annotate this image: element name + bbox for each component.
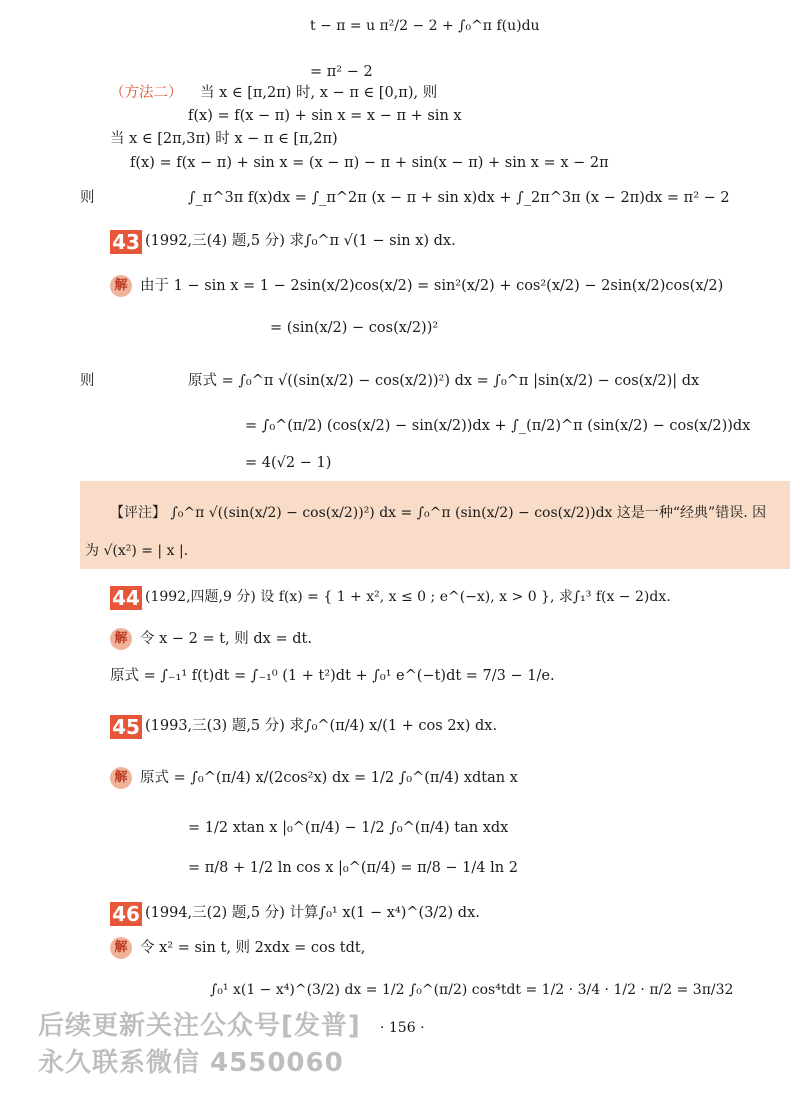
solution-45-line2: = 1/2 xtan x |₀^(π/4) − 1/2 ∫₀^(π/4) tan xdx [188,820,509,836]
solution-43-split: = ∫₀^(π/2) (cos(x/2) − sin(x/2))dx + ∫_(π/2)^π (sin(x/2) − cos(x/2))dx [245,418,751,434]
question-46-text: (1994,三(2) 题,5 分) 计算∫₀¹ x(1 − x⁴)^(3/2) dx. [145,905,480,921]
method-two-integral: ∫_π^3π f(x)dx = ∫_π^2π (x − π + sin x)dx + ∫_2π^3π (x − 2π)dx = π² − 2 [188,190,730,206]
question-45-text: (1993,三(3) 题,5 分) 求∫₀^(π/4) x/(1 + cos 2x) dx. [145,718,498,734]
solution-44-sub: 令 x − 2 = t, 则 dx = dt. [140,631,312,647]
question-44-text: (1992,四题,9 分) 设 f(x) = { 1 + x², x ≤ 0 ; e^(−x), x > 0 }, 求∫₁³ f(x − 2)dx. [145,589,671,605]
solution-45-line1: 原式 = ∫₀^(π/4) x/(2cos²x) dx = 1/2 ∫₀^(π/4) xdtan x [140,770,518,786]
question-number-46: 46 [110,902,142,926]
commentary-line1: 【评注】 ∫₀^π √((sin(x/2) − cos(x/2))²) dx = ∫₀^π (sin(x/2) − cos(x/2))dx 这是一种“经典”错误. 因 [110,505,767,521]
solution-45-line3: = π/8 + 1/2 ln cos x |₀^(π/4) = π/8 − 1/4 ln 2 [188,860,518,876]
method-two-eq2: f(x) = f(x − π) + sin x = (x − π) − π + sin(x − π) + sin x = x − 2π [130,155,609,171]
eq-result-line: = π² − 2 [310,64,373,80]
eq-substitution-line: t − π = u π²/2 − 2 + ∫₀^π f(u)du [310,18,540,34]
method-two-condition2: 当 x ∈ [2π,3π) 时 x − π ∈ [π,2π) [110,131,338,147]
question-43-text: (1992,三(4) 题,5 分) 求∫₀^π √(1 − sin x) dx. [145,233,456,249]
question-number-45: 45 [110,715,142,739]
watermark-line2: 永久联系微信 4550060 [38,1048,344,1078]
solution-43-line2: = (sin(x/2) − cos(x/2))² [270,320,439,336]
ze-label: 则 [80,190,95,206]
solution-46-result: ∫₀¹ x(1 − x⁴)^(3/2) dx = 1/2 ∫₀^(π/2) cos⁴tdt = 1/2 · 3/4 · 1/2 · π/2 = 3π/32 [210,982,734,998]
jie-icon: 解 [110,275,132,297]
solution-46-sub: 令 x² = sin t, 则 2xdx = cos tdt, [140,940,366,956]
jie-icon: 解 [110,767,132,789]
method-two-label: （方法二） [110,85,183,101]
solution-43-result: = 4(√2 − 1) [245,455,332,471]
commentary-line2: 为 √(x²) = | x |. [85,543,189,559]
solution-43-original: 原式 = ∫₀^π √((sin(x/2) − cos(x/2))²) dx = ∫₀^π |sin(x/2) − cos(x/2)| dx [188,373,700,389]
question-number-44: 44 [110,586,142,610]
jie-icon: 解 [110,628,132,650]
solution-44-original: 原式 = ∫₋₁¹ f(t)dt = ∫₋₁⁰ (1 + t²)dt + ∫₀¹ e^(−t)dt = 7/3 − 1/e. [110,668,555,684]
ze-label-43: 则 [80,373,95,389]
page-number: · 156 · [380,1020,425,1036]
watermark-line1: 后续更新关注公众号[发普] [38,1011,361,1041]
jie-icon: 解 [110,937,132,959]
solution-43-line1: 由于 1 − sin x = 1 − 2sin(x/2)cos(x/2) = sin²(x/2) + cos²(x/2) − 2sin(x/2)cos(x/2) [140,278,724,294]
question-number-43: 43 [110,230,142,254]
method-two-condition: 当 x ∈ [π,2π) 时, x − π ∈ [0,π), 则 [200,85,438,101]
method-two-eq1: f(x) = f(x − π) + sin x = x − π + sin x [188,108,462,124]
